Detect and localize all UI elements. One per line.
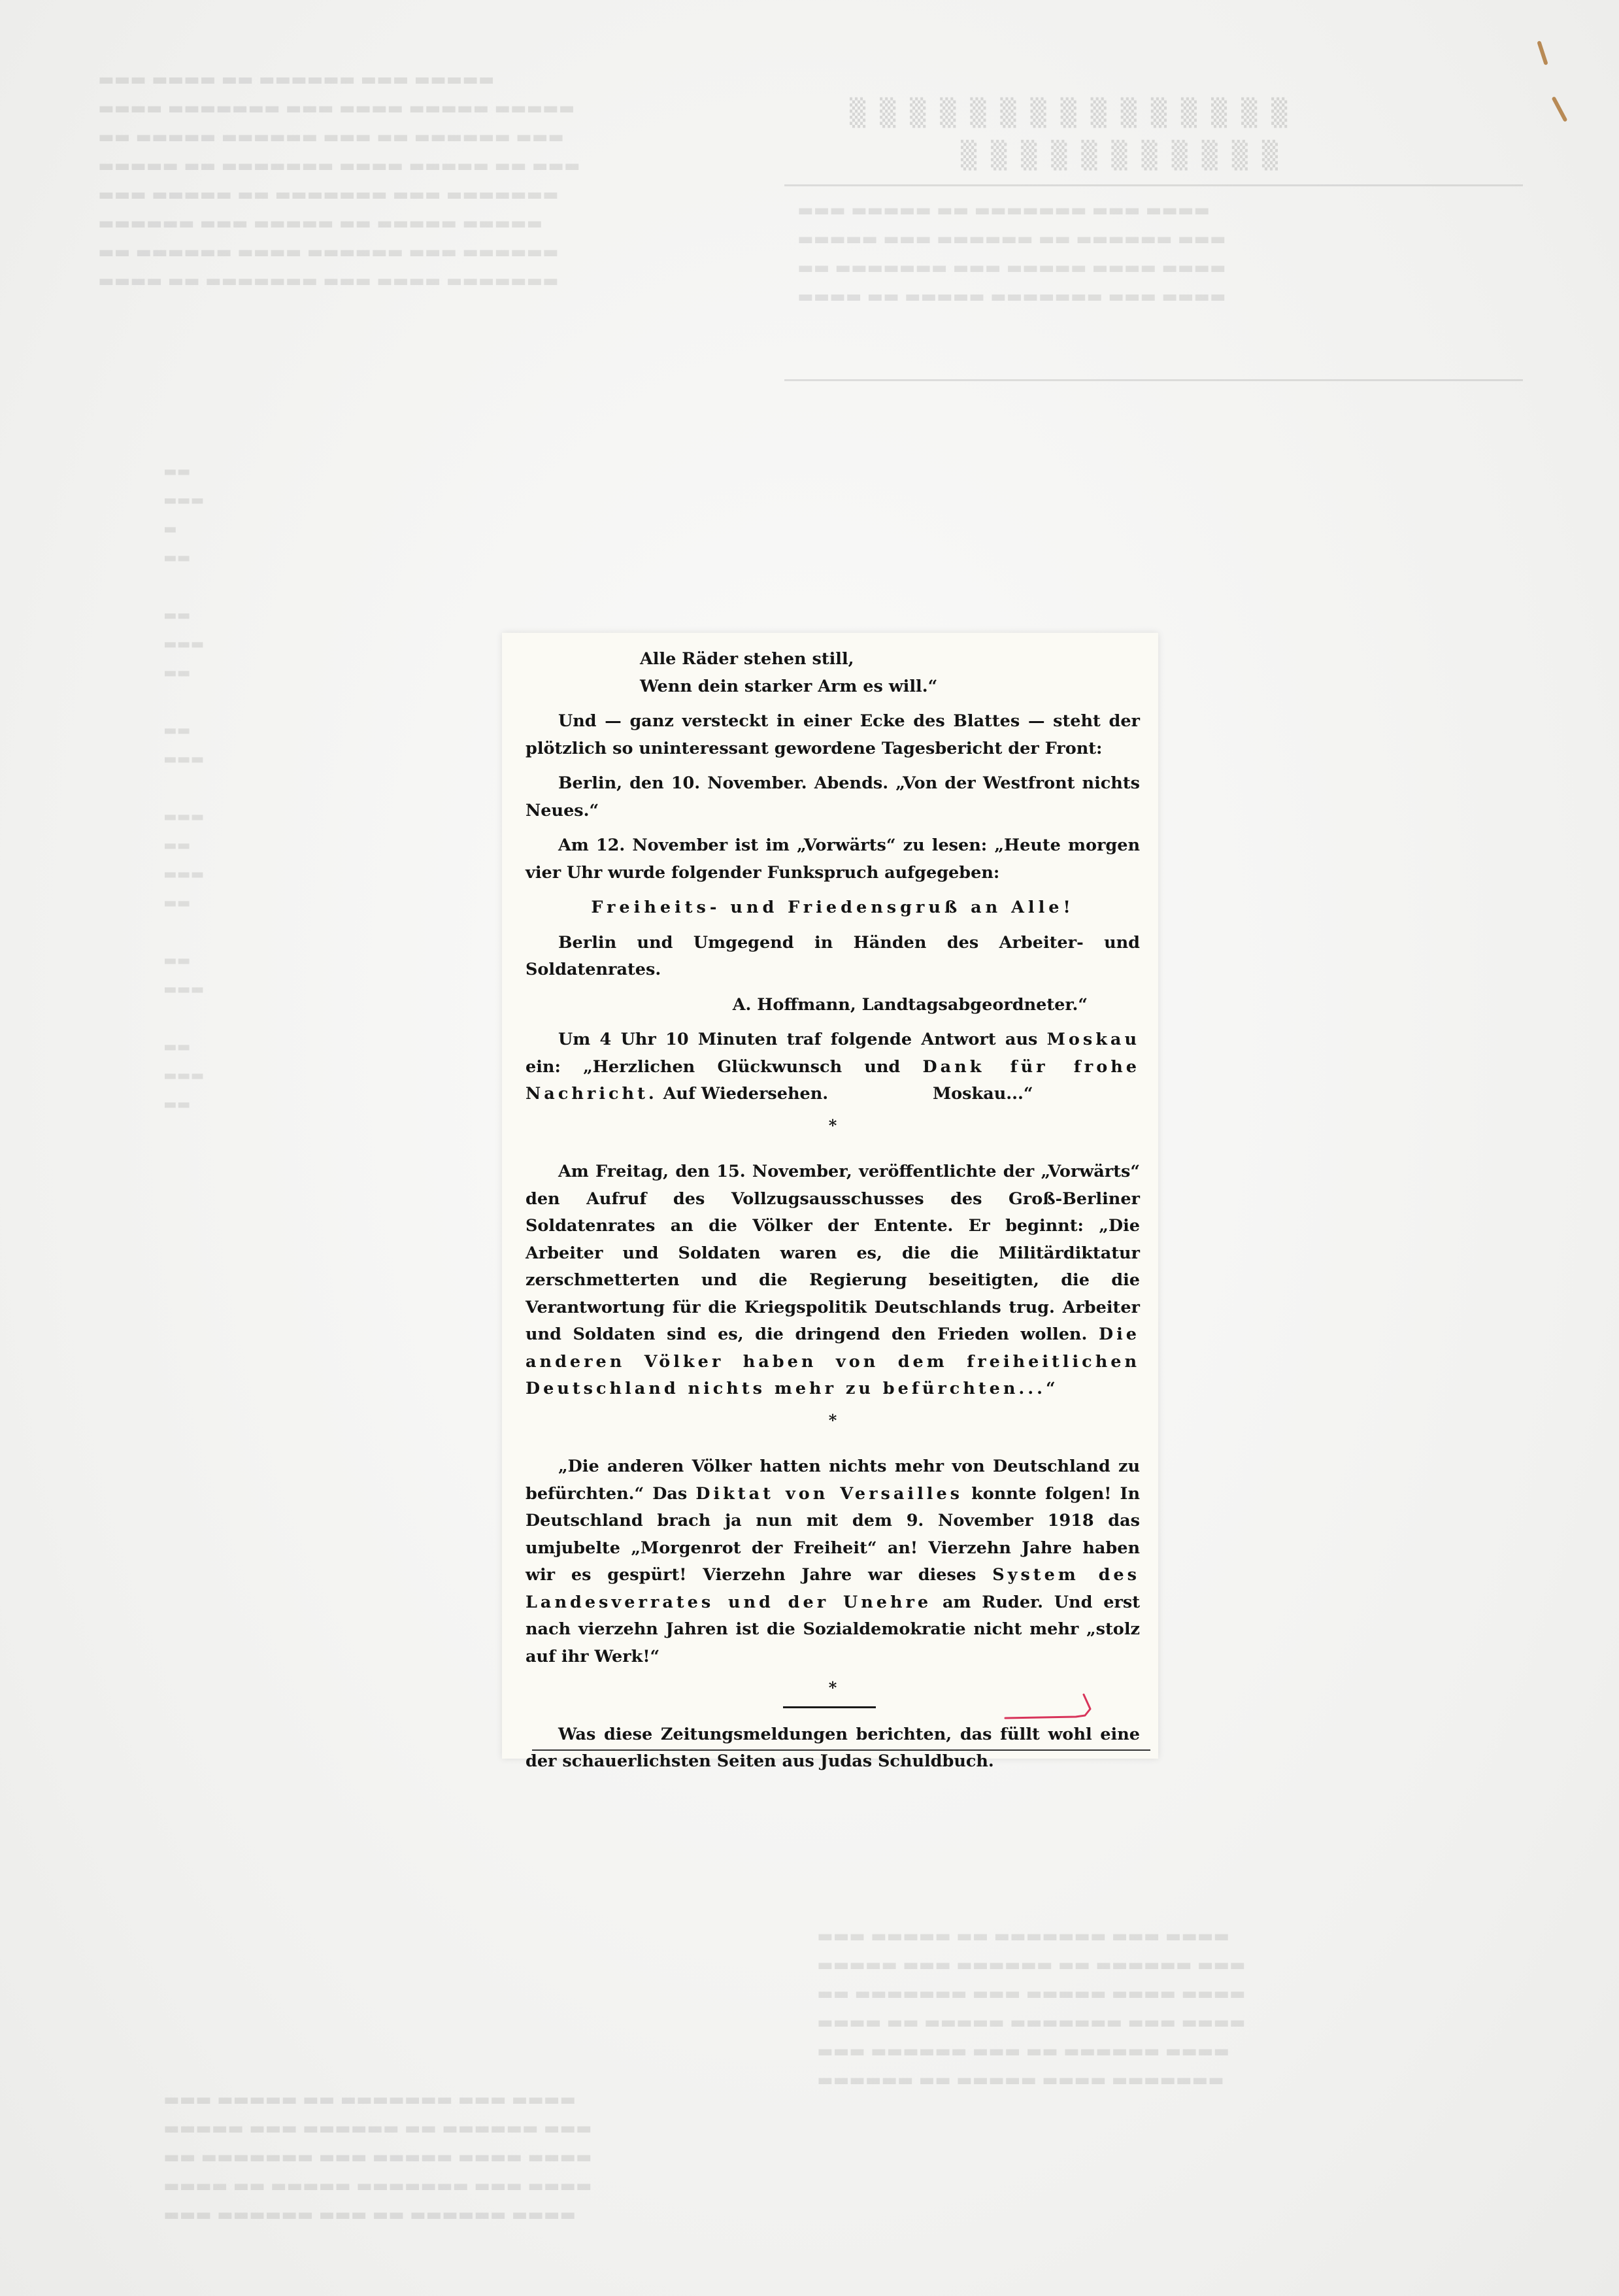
verse-line-2: Wenn dein starker Arm es will.“: [640, 676, 938, 696]
system-phrase: System des Landesverrates und der Unehre: [526, 1565, 1140, 1612]
versailles-end: am Ruder. Und erst nach vierzehn Jahren ist die Sozialdemokratie nicht mehr „stolz auf ihr Werk!“: [526, 1592, 1140, 1666]
dank-phrase: Dank für frohe Nachricht.: [526, 1056, 1140, 1104]
entente-appeal-spaced: Die anderen Völker haben von dem freiheitlichen Deutschland nichts mehr zu befürchten...“: [526, 1325, 1140, 1398]
faded-rule: [784, 184, 1523, 186]
faded-text-block-bottom-left: ▬▬▬ ▬▬▬▬▬ ▬▬ ▬▬▬▬▬▬▬ ▬▬▬ ▬▬▬▬ ▬▬▬▬▬ ▬▬▬ ▬▬▬▬▬▬ ▬▬ ▬▬▬▬▬▬ ▬▬▬ ▬▬ ▬▬▬▬▬▬▬ ▬▬▬ ▬▬▬▬▬ ▬▬▬▬ ▬▬▬▬ ▬▬▬▬ ▬▬ ▬▬▬▬▬ ▬▬▬▬▬▬▬ ▬▬▬ ▬▬▬▬ ▬▬▬ ▬▬▬▬▬▬ ▬▬▬ ▬▬ ▬▬▬▬▬▬ ▬▬▬▬: [163, 2090, 592, 2225]
faded-archive-header-2: ▒▒▒▒▒▒▒▒▒▒▒: [961, 141, 1292, 171]
newspaper-clipping: [502, 633, 1158, 1771]
paragraph-conclusion: Was diese Zeitungsmeldungen berichten, das füllt wohl eine der schauerlichsten Seiten aus Judas Schuldbuch.: [526, 1724, 1140, 1771]
paragraph-moskau-answer: [526, 1026, 1140, 1108]
faded-text-block-bottom-right: ▬▬▬ ▬▬▬▬▬ ▬▬ ▬▬▬▬▬▬▬ ▬▬▬ ▬▬▬▬ ▬▬▬▬▬ ▬▬▬ ▬▬▬▬▬▬ ▬▬ ▬▬▬▬▬▬ ▬▬▬ ▬▬ ▬▬▬▬▬▬▬ ▬▬▬ ▬▬▬▬▬ ▬▬▬▬ ▬▬▬▬ ▬▬▬▬ ▬▬ ▬▬▬▬▬ ▬▬▬▬▬▬▬ ▬▬▬ ▬▬▬▬ ▬▬▬ ▬▬▬▬▬▬ ▬▬▬ ▬▬ ▬▬▬▬▬▬ ▬▬▬▬ ▬▬▬▬▬▬ ▬▬ ▬▬▬▬▬ ▬▬▬▬ ▬▬▬▬▬▬▬: [817, 1927, 1246, 2090]
versailles-mid: konnte folgen! In Deutschland brach ja nun mit dem 9. November 1918 das umjubelte „Morgenrot der Freiheit“ an! Vierzehn Jahre haben wir es gespürt! Vierzehn Jahre war dieses: [526, 1483, 1140, 1585]
moskau-word: Moskau: [1046, 1030, 1140, 1049]
faded-archive-header: ▒▒▒▒▒▒▒▒▒▒▒▒▒▒▒: [850, 98, 1302, 128]
paragraph-westfront: Berlin, den 10. November. Abends. „Von der Westfront nichts Neues.“: [526, 773, 1140, 820]
faded-text-block-top-right: ▬▬▬ ▬▬▬▬▬ ▬▬ ▬▬▬▬▬▬▬ ▬▬▬ ▬▬▬▬ ▬▬▬▬▬ ▬▬▬ ▬▬▬▬▬▬ ▬▬ ▬▬▬▬▬▬ ▬▬▬ ▬▬ ▬▬▬▬▬▬▬ ▬▬▬ ▬▬▬▬▬ ▬▬▬▬ ▬▬▬▬ ▬▬▬▬ ▬▬ ▬▬▬▬▬ ▬▬▬▬▬▬▬ ▬▬▬ ▬▬▬▬: [797, 201, 1226, 307]
bottom-rule: [532, 1749, 1150, 1751]
separator-star-2: *: [828, 1410, 837, 1430]
red-pencil-mark: [999, 1671, 1123, 1736]
signature-hoffmann: A. Hoffmann, Landtagsabgeordneter.“: [732, 994, 1088, 1015]
diktat-phrase: Diktat von Versailles: [695, 1483, 963, 1504]
paragraph-berlin-council: Berlin und Umgegend in Händen des Arbeiter- und Soldatenrates.: [526, 932, 1140, 979]
staple-mark: [1537, 41, 1548, 65]
paragraph-vorwaerts-12-nov: Am 12. November ist im „Vorwärts“ zu lesen: „Heute morgen vier Uhr wurde folgender Funkspruch aufgegeben:: [526, 836, 1140, 883]
staple-mark-2: [1551, 96, 1567, 122]
moskau-answer-start: Um 4 Uhr 10 Minuten traf folgende Antwort aus: [558, 1030, 1038, 1049]
clipping-text: [526, 646, 1140, 1776]
faded-left-margin-column: ▬▬ ▬▬▬ ▬ ▬▬ ▬▬ ▬▬▬ ▬▬ ▬▬ ▬▬▬ ▬▬▬ ▬▬ ▬▬▬ ▬▬ ▬▬ ▬▬▬ ▬▬ ▬▬▬ ▬▬: [163, 464, 205, 1113]
moskau-answer-mid: ein: „Herzlichen Glückwunsch und: [526, 1056, 901, 1077]
moskau-answer-end: Auf Wiedersehen. Moskau...“: [657, 1084, 1033, 1104]
end-rule: [783, 1706, 876, 1708]
radio-message-greeting: Freiheits- und Friedensgruß an Alle!: [591, 898, 1075, 917]
versailles-start: „Die anderen Völker hatten nichts mehr von Deutschland zu befürchten.“ Das: [526, 1457, 1140, 1504]
separator-star-3: *: [828, 1678, 837, 1697]
separator-star-1: *: [828, 1115, 837, 1135]
paragraph-entente-appeal: [526, 1158, 1140, 1403]
paragraph-front-report: Und — ganz versteckt in einer Ecke des Blattes — steht der plötzlich so uninteressant gewordene Tagesbericht der Front:: [526, 711, 1140, 758]
faded-text-block-top-left: ▬▬▬ ▬▬▬▬ ▬▬ ▬▬▬▬▬▬ ▬▬▬ ▬▬▬▬▬ ▬▬▬▬ ▬▬▬▬▬▬▬ ▬▬▬ ▬▬▬▬ ▬▬▬▬▬ ▬▬▬▬▬ ▬▬ ▬▬▬▬▬ ▬▬▬▬▬▬ ▬▬▬ ▬▬ ▬▬▬▬▬▬ ▬▬▬ ▬▬▬▬▬ ▬▬ ▬▬▬▬▬▬▬ ▬▬▬▬ ▬▬▬▬▬ ▬▬ ▬▬▬ ▬▬▬ ▬▬▬▬▬ ▬▬ ▬▬▬▬▬▬▬ ▬▬▬ ▬▬▬▬▬▬▬ ▬▬▬▬▬▬ ▬▬▬ ▬▬▬▬▬ ▬▬ ▬▬▬▬▬ ▬▬▬▬▬ ▬▬ ▬▬▬▬▬▬ ▬▬▬▬ ▬▬▬▬▬▬ ▬▬▬ ▬▬▬▬▬▬ ▬▬▬▬ ▬▬ ▬▬▬▬▬▬▬ ▬▬▬ ▬▬▬▬ ▬▬▬▬▬▬▬: [98, 70, 580, 291]
paragraph-versailles: [526, 1453, 1140, 1670]
entente-appeal-text: Am Freitag, den 15. November, veröffentlichte der „Vorwärts“ den Aufruf des Vollzugsausschusses des Groß-Berliner Soldatenrates an die Völker der Entente. Er beginnt: „Die Arbeiter und Soldaten waren es, die die Militärdiktatur zerschmetterten und die Regierung beseitigten, die die Verantwortung für die Kriegspolitik Deutschlands trug. Arbeiter und Soldaten sind es, die dringend den Frieden wollen.: [526, 1162, 1140, 1344]
verse-line-1: Alle Räder stehen still,: [640, 649, 854, 669]
